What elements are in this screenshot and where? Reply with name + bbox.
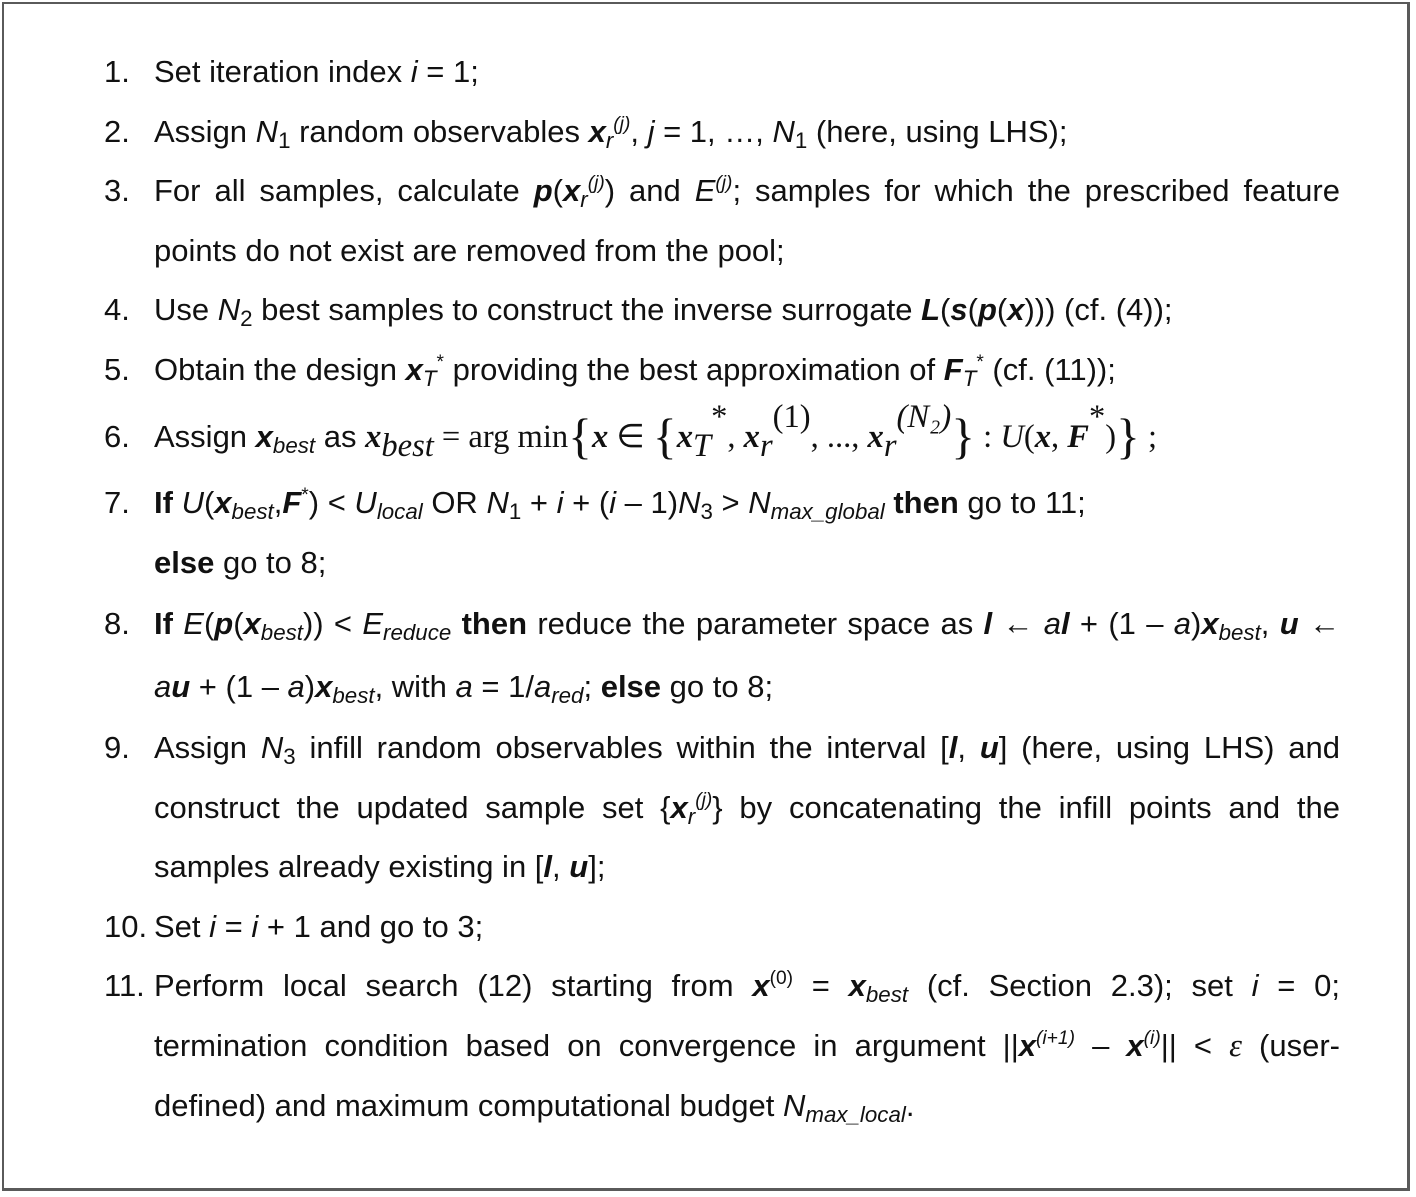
text-run: +	[521, 485, 557, 520]
superscript: *	[1088, 398, 1106, 435]
text-run: For all samples, calculate	[154, 173, 534, 208]
text-run: (	[967, 292, 978, 327]
text-run: = 1, …,	[654, 113, 773, 149]
text-run: ,	[1260, 606, 1280, 641]
step-number: 5.	[104, 351, 130, 387]
subscript: T	[692, 428, 712, 465]
math-vector: x	[315, 669, 333, 704]
text-run: (	[233, 606, 244, 641]
text-run: ];	[588, 849, 606, 884]
algorithm-step-9	[104, 718, 1340, 897]
math-vector: p	[214, 606, 234, 641]
text-run: If	[154, 606, 173, 641]
superscript: (j)	[587, 173, 605, 195]
text-run: (	[940, 292, 951, 327]
superscript: *	[711, 398, 728, 435]
text-run: i	[209, 908, 217, 944]
text-run: i	[1251, 968, 1259, 1003]
math-vector: p	[977, 292, 997, 327]
text-run: ; samples for which the prescribed feature points do not exist are removed from the pool;	[154, 173, 1340, 268]
text-run: (	[203, 485, 215, 520]
math-vector: x	[1201, 606, 1219, 641]
text-run: go to 11;	[958, 485, 1086, 520]
subscript: 3	[283, 744, 296, 770]
algorithm-step-6	[104, 397, 1340, 477]
math-vector: u	[979, 730, 999, 765]
text-run: , ...,	[810, 419, 868, 455]
text-run: Assign	[154, 113, 256, 149]
superscript: (1)	[772, 398, 811, 435]
text-run: Set	[154, 908, 210, 944]
text-run: + (1 –	[190, 669, 288, 704]
text-run: , with	[374, 669, 456, 704]
math-vector: x	[405, 351, 423, 387]
math-vector: x	[591, 419, 609, 455]
text-run: –	[1074, 1027, 1127, 1063]
subscript: 1	[508, 499, 522, 525]
math-vector: L	[921, 292, 941, 327]
text-run: N	[782, 1088, 806, 1123]
text-run: ε	[1229, 1027, 1242, 1064]
text-run: = 0; termination condition based on convergence in argument ||	[154, 968, 1340, 1063]
algorithm-step-4	[104, 280, 1340, 340]
math-brace: {	[568, 408, 592, 464]
text-run: a	[1043, 606, 1061, 641]
text-run: ;	[1139, 419, 1158, 455]
text-run: (user-defined) and maximum computational budget	[154, 1027, 1340, 1123]
superscript: *	[301, 485, 309, 507]
text-run: else	[154, 544, 215, 580]
text-run: E	[694, 173, 716, 208]
step-number: 4.	[104, 292, 130, 327]
step-number: 2.	[104, 113, 130, 149]
text-run: )) <	[302, 606, 363, 641]
text-run: as	[315, 419, 366, 454]
text-run: i	[609, 485, 617, 520]
text-run: =	[793, 968, 849, 1003]
subscript: best	[272, 433, 316, 459]
step-text	[154, 340, 1340, 400]
text-run: N	[772, 113, 795, 149]
text-run: i	[556, 485, 564, 520]
algorithm-step-3	[104, 161, 1340, 280]
subscript: 1	[278, 127, 291, 153]
text-run: ,	[273, 485, 283, 520]
text-run: providing the best approximation of	[444, 351, 944, 387]
math-vector: x	[848, 968, 866, 1003]
subscript: best	[260, 620, 303, 646]
text-run: :	[975, 419, 1001, 455]
text-run: Assign	[154, 730, 261, 765]
step-number: 11.	[104, 968, 145, 1003]
subscript: best	[1218, 620, 1261, 646]
math-vector: F	[1067, 419, 1089, 455]
superscript: (0)	[769, 968, 794, 990]
text-run: go to 8;	[661, 669, 774, 704]
text-run: N	[748, 485, 771, 520]
text-run: (cf. (11));	[983, 351, 1116, 387]
text-run: – 1)	[616, 485, 679, 520]
superscript: (j)	[715, 173, 733, 195]
step-text	[154, 161, 1340, 280]
text-run: (here, using LHS);	[807, 113, 1068, 149]
step-text	[154, 42, 1340, 102]
math-vector: x	[743, 419, 760, 455]
text-run: E	[362, 606, 384, 641]
superscript: (i+1)	[1036, 1027, 1075, 1049]
text-run: j	[647, 113, 655, 149]
math-vector: x	[365, 419, 382, 455]
text-run: ,	[957, 730, 980, 765]
text-run	[451, 606, 461, 641]
subscript: reduce	[383, 620, 452, 646]
text-run: then	[461, 606, 528, 641]
step-text	[154, 718, 1340, 897]
math-vector: x	[588, 113, 606, 149]
math-vector: l	[983, 606, 993, 641]
text-run: (	[996, 292, 1008, 327]
text-run: infill random observables within the interval [	[295, 730, 949, 765]
text-run: U	[354, 485, 377, 520]
math-vector: x	[1018, 1027, 1037, 1063]
text-run: reduce the parameter space as	[527, 606, 984, 641]
subscript: red	[551, 683, 584, 709]
math-vector: x	[1126, 1027, 1144, 1063]
math-vector: F	[282, 485, 302, 520]
step-number: 8.	[104, 606, 130, 641]
text-run: Use	[154, 292, 218, 327]
text-run: a	[533, 669, 552, 704]
math-vector: u	[171, 669, 191, 704]
subscript: r	[883, 428, 897, 465]
step-text	[154, 473, 1340, 592]
math-brace: }	[1116, 408, 1140, 464]
text-run: (cf. Section 2.3); set	[908, 968, 1252, 1003]
algorithm-step-8	[104, 592, 1340, 718]
algorithm-step-5	[104, 340, 1340, 400]
math-vector: l	[948, 730, 958, 765]
subscript: 2	[240, 306, 253, 332]
text-run: + 1 and go to 3;	[258, 908, 484, 944]
text-run: U	[1000, 419, 1024, 455]
text-run: a	[1173, 606, 1192, 641]
algorithm-frame	[2, 2, 1410, 1191]
text-run: ,	[727, 419, 744, 455]
step-text	[154, 592, 1340, 718]
superscript: (j)	[613, 113, 631, 135]
step-number: 6.	[104, 419, 130, 454]
text-run: ∈	[608, 419, 653, 455]
math-vector: p	[533, 173, 553, 208]
math-vector: l	[543, 849, 553, 884]
text-run	[173, 606, 183, 641]
subscript: best	[332, 683, 375, 709]
math-vector: x	[670, 789, 688, 825]
algorithm-step-2	[104, 102, 1340, 162]
text-run: = 1/	[472, 669, 534, 704]
step-text	[154, 897, 1340, 957]
math-vector: x	[1034, 419, 1051, 455]
superscript: (j)	[695, 789, 713, 811]
subscript: 1	[794, 127, 808, 153]
algorithm-step-1	[104, 42, 1340, 102]
text-run: random observables	[290, 113, 589, 149]
text-run: a	[154, 669, 172, 704]
algorithm-step-10	[104, 897, 1340, 957]
text-run: best samples to construct the inverse surrogate	[252, 292, 922, 327]
text-run: } by concatenating the infill points and the samples already existing in [	[154, 789, 1340, 884]
text-run: Perform local search (12) starting from	[154, 968, 753, 1003]
step-number: 10.	[104, 908, 148, 944]
step-number: 1.	[104, 54, 130, 89]
text-run: ←	[992, 606, 1044, 641]
text-run: ,	[1050, 419, 1068, 455]
text-run: ,	[552, 849, 570, 884]
text-run: + (1 –	[1069, 606, 1174, 641]
text-run: (	[1023, 419, 1035, 455]
step-text	[154, 397, 1340, 477]
text-run: else	[600, 669, 662, 704]
text-run: )	[1105, 419, 1117, 455]
math-vector: F	[943, 351, 963, 387]
subscript: best	[381, 428, 434, 465]
text-run: go to 8;	[214, 544, 327, 580]
math-vector: u	[569, 849, 589, 884]
text-run: a	[287, 669, 305, 704]
text-run: N	[217, 292, 241, 327]
text-run: ))) (cf. (4));	[1024, 292, 1173, 327]
math-vector: l	[1061, 606, 1070, 641]
subscript: T	[422, 365, 437, 391]
subscript: r	[759, 428, 773, 465]
subscript: local	[376, 499, 423, 525]
math-brace: {	[652, 408, 677, 464]
text-run: )	[1191, 606, 1202, 641]
algorithm-step-7	[104, 473, 1340, 592]
text-run: Obtain the design	[154, 351, 406, 387]
math-vector: x	[214, 485, 232, 520]
step-text	[154, 956, 1340, 1136]
subscript: best	[231, 499, 274, 525]
text-run: ] (here, using LHS) and construct the updated sample set {	[154, 730, 1340, 825]
algorithm-step-11	[104, 956, 1340, 1136]
math-vector: x	[867, 419, 884, 455]
text-run: .	[905, 1088, 915, 1123]
math-vector: u	[1279, 606, 1299, 641]
step-text	[154, 280, 1340, 340]
math-brace: }	[951, 408, 975, 464]
subscript: max_global	[770, 499, 885, 525]
subscript: 3	[700, 499, 713, 525]
text-run: >	[712, 485, 749, 520]
text-run: + (	[563, 485, 610, 520]
math-vector: s	[950, 292, 968, 327]
text-run: then	[893, 485, 959, 520]
step-number: 3.	[104, 173, 130, 208]
math-vector: x	[676, 419, 693, 455]
text-run: ) <	[308, 485, 355, 520]
superscript: (N₂)	[896, 398, 952, 435]
superscript: *	[976, 351, 984, 373]
text-run: N	[678, 485, 701, 520]
text-run: = arg min	[433, 419, 569, 455]
superscript: *	[436, 351, 444, 373]
subscript: max_local	[805, 1102, 906, 1128]
text-run: N	[486, 485, 509, 520]
text-run: ,	[630, 113, 648, 149]
text-run: (	[203, 606, 215, 641]
text-run: N	[255, 113, 279, 149]
text-run: || <	[1160, 1027, 1230, 1063]
math-vector: x	[1007, 292, 1025, 327]
text-run: U	[181, 485, 204, 520]
text-run: ) and	[604, 173, 695, 208]
text-run: i	[410, 54, 418, 89]
text-run: (	[552, 173, 563, 208]
subscript: r	[605, 127, 614, 153]
text-run: = 1;	[417, 54, 479, 89]
math-vector: x	[563, 173, 581, 208]
text-run: OR	[422, 485, 487, 520]
math-vector: x	[243, 606, 261, 641]
text-run: If	[154, 485, 173, 520]
text-run: a	[455, 669, 473, 704]
math-vector: x	[752, 968, 770, 1003]
math-vector: x	[255, 419, 273, 454]
superscript: (i)	[1143, 1027, 1161, 1049]
text-run: E	[183, 606, 204, 641]
subscript: T	[962, 365, 977, 391]
step-number: 9.	[104, 730, 130, 765]
algorithm-steps-list	[104, 42, 1340, 1136]
text-run: Set iteration index	[154, 54, 411, 89]
subscript: r	[580, 187, 588, 213]
step-number: 7.	[104, 485, 130, 520]
text-run: )	[304, 669, 316, 704]
text-run: ←	[1298, 606, 1340, 641]
subscript: r	[687, 803, 696, 829]
text-run: i	[251, 908, 259, 944]
text-run: N	[260, 730, 284, 765]
text-run: Assign	[154, 419, 256, 454]
text-run: ;	[583, 669, 601, 704]
text-run: =	[216, 908, 252, 944]
step-text	[154, 102, 1340, 162]
subscript: best	[865, 982, 909, 1008]
text-run	[173, 485, 182, 520]
